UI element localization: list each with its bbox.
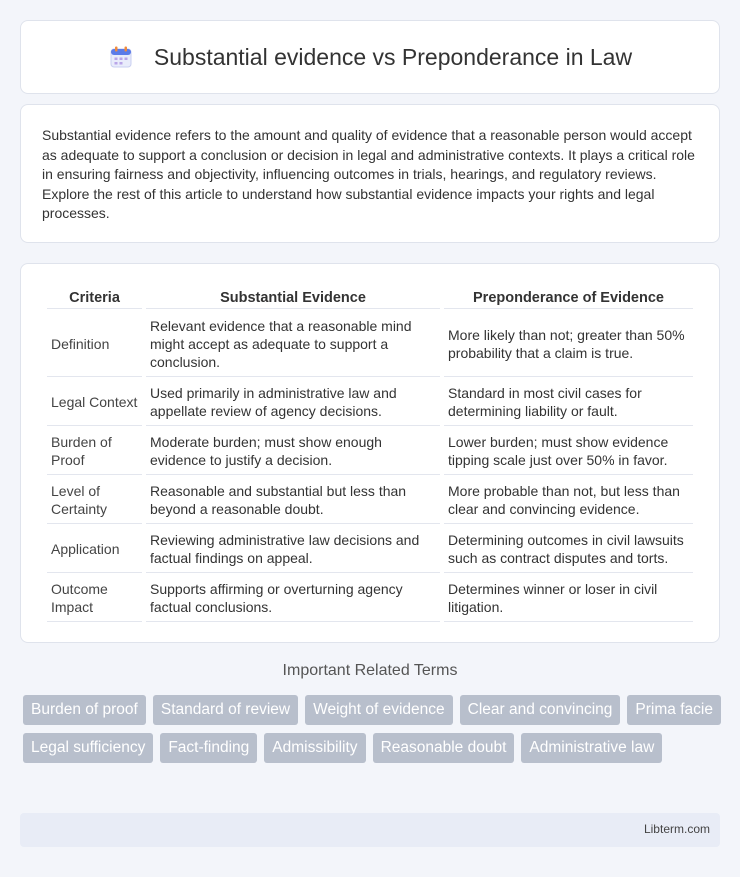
footer-site-link[interactable]: Libterm.com (643, 822, 710, 836)
tag-standard-of-review[interactable]: Standard of review (153, 695, 298, 725)
header-criteria: Criteria (47, 286, 142, 309)
tag-legal-sufficiency[interactable]: Legal sufficiency (23, 733, 153, 763)
substantial-cell: Relevant evidence that a reasonable mind might accept as adequate to support a conclusion. (146, 311, 440, 377)
substantial-cell: Reviewing administrative law decisions and factual findings on appeal. (146, 526, 440, 573)
comparison-table (43, 284, 697, 624)
table-header-row (47, 286, 693, 309)
criteria-cell: Definition (47, 311, 142, 377)
intro-text: Substantial evidence refers to the amount and quality of evidence that a reasonable person would accept as adequate to support a conclusion or decision in legal and administrative contexts. It plays a critical role in ensuring fairness and objectivity, influencing outcomes in trials, hearings, and regulatory reviews. Explore the rest of this article to understand how substantial evidence impacts your rights and legal processes. (42, 127, 695, 222)
header-substantial-evidence: Substantial Evidence (146, 286, 440, 309)
header-preponderance: Preponderance of Evidence (444, 286, 693, 309)
table-row (47, 379, 693, 426)
preponderance-cell: Standard in most civil cases for determining liability or fault. (444, 379, 693, 426)
page-title: Substantial evidence vs Preponderance in Law (153, 43, 633, 70)
tag-fact-finding[interactable]: Fact-finding (160, 733, 257, 763)
tag-clear-and-convincing[interactable]: Clear and convincing (460, 695, 621, 725)
tag-admissibility[interactable]: Admissibility (264, 733, 365, 763)
related-terms-list (23, 695, 723, 763)
criteria-cell: Burden of Proof (47, 428, 142, 475)
tag-administrative-law[interactable]: Administrative law (521, 733, 662, 763)
comparison-table-card (20, 263, 720, 643)
preponderance-cell: More likely than not; greater than 50% probability that a claim is true. (444, 311, 693, 377)
substantial-cell: Supports affirming or overturning agency factual conclusions. (146, 575, 440, 622)
criteria-cell: Legal Context (47, 379, 142, 426)
preponderance-cell: Determining outcomes in civil lawsuits such as contract disputes and torts. (444, 526, 693, 573)
related-terms-title: Important Related Terms (282, 662, 458, 679)
header-card (20, 20, 720, 94)
tag-prima-facie[interactable]: Prima facie (627, 695, 721, 725)
footer (20, 813, 720, 847)
substantial-cell: Moderate burden; must show enough evidence to justify a decision. (146, 428, 440, 475)
tag-reasonable-doubt[interactable]: Reasonable doubt (373, 733, 515, 763)
table-row (47, 311, 693, 377)
criteria-cell: Outcome Impact (47, 575, 142, 622)
criteria-cell: Level of Certainty (47, 477, 142, 524)
title-wrap (108, 44, 632, 71)
intro-card (20, 104, 720, 243)
table-row (47, 477, 693, 524)
table-row (47, 575, 693, 622)
calendar-icon (108, 44, 134, 70)
table-row (47, 526, 693, 573)
substantial-cell: Used primarily in administrative law and appellate review of agency decisions. (146, 379, 440, 426)
preponderance-cell: Lower burden; must show evidence tipping scale just over 50% in favor. (444, 428, 693, 475)
tag-weight-of-evidence[interactable]: Weight of evidence (305, 695, 453, 725)
criteria-cell: Application (47, 526, 142, 573)
tag-burden-of-proof[interactable]: Burden of proof (23, 695, 146, 725)
table-row (47, 428, 693, 475)
preponderance-cell: More probable than not, but less than clear and convincing evidence. (444, 477, 693, 524)
substantial-cell: Reasonable and substantial but less than beyond a reasonable doubt. (146, 477, 440, 524)
preponderance-cell: Determines winner or loser in civil litigation. (444, 575, 693, 622)
